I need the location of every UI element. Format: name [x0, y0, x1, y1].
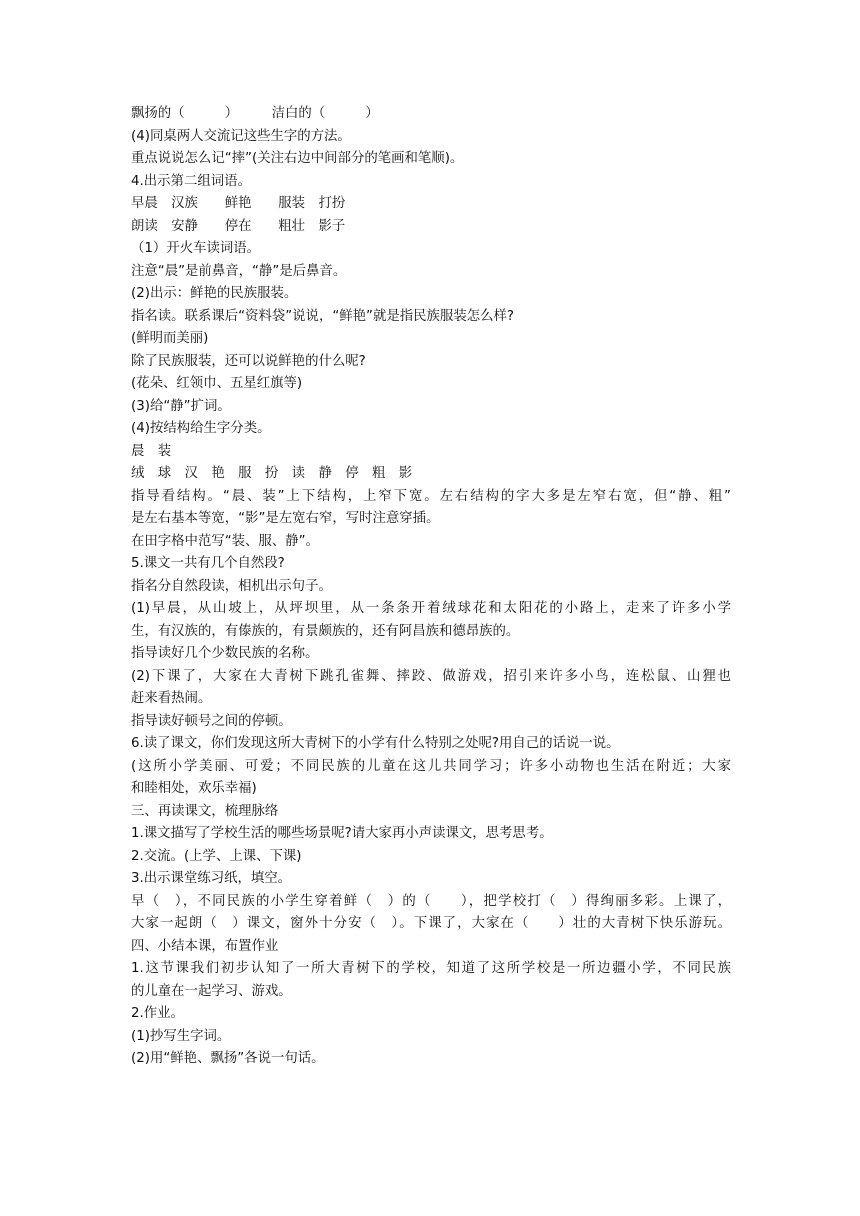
- text-line: 是左右基本等宽，“影”是左宽右窄，写时注意穿插。: [131, 511, 440, 526]
- character-group-line: 晨 装: [131, 443, 172, 459]
- word-list-line: 早晨 汉族 鲜艳 服装 打扮: [131, 196, 346, 211]
- text-line: (2)用“鲜艳、飘扬”各说一句话。: [131, 1051, 325, 1066]
- text-line: 重点说说怎么记“摔”(关注右边中间部分的笔画和笔顺)。: [131, 151, 464, 166]
- text-line: 在田字格中范写“装、服、静”。: [131, 533, 319, 549]
- text-line: (4)同桌两人交流记这些生字的方法。: [131, 128, 351, 144]
- text-line: (2)下课了，大家在大青树下跳孔雀舞、摔跤、做游戏，招引来许多小鸟，连松鼠、山狸也: [131, 668, 731, 684]
- character-group-line: 绒 球 汉 艳 服 扮 读 静 停 粗 影: [131, 466, 413, 481]
- text-line: 赶来看热闹。: [131, 691, 212, 706]
- fill-in-blank-line: 大家一起朗（ ）课文，窗外十分安（ ）。下课了，大家在（ ）壮的大青树下快乐游玩。: [131, 916, 731, 931]
- text-line: 指名分自然段读，相机出示句子。: [131, 578, 332, 594]
- text-line: 1.课文描写了学校生活的哪些场景呢?请大家再小声读课文，思考思考。: [131, 826, 553, 841]
- text-line: (4)按结构给生字分类。: [131, 421, 271, 436]
- word-list-line: 朗读 安静 停在 粗壮 影子: [131, 218, 346, 234]
- text-line: 飘扬的（ ） 洁白的（ ）: [131, 106, 379, 121]
- text-line: 除了民族服装，还可以说鲜艳的什么呢?: [131, 353, 366, 369]
- fill-in-blank-line: 早（ ），不同民族的小学生穿着鲜（ ）的（ ），把学校打（ ）得绚丽多彩。上课了，: [131, 893, 731, 909]
- section-heading: 5.课文一共有几个自然段?: [131, 556, 285, 571]
- text-line: 的儿童在一起学习、游戏。: [131, 983, 292, 999]
- text-line: 3.出示课堂练习纸，填空。: [131, 871, 292, 886]
- text-line: 指名读。联系课后“资料袋”说说，“鲜艳”就是指民族服装怎么样?: [131, 308, 515, 324]
- text-line: 指导读好顿号之间的停顿。: [131, 713, 292, 729]
- text-line: (2)出示：鲜艳的民族服装。: [131, 286, 298, 301]
- text-line: 生，有汉族的，有傣族的，有景颇族的，还有阿昌族和德昂族的。: [131, 623, 520, 639]
- document-page: [131, 103, 731, 1071]
- text-line: 和睦相处，欢乐幸福): [131, 781, 257, 796]
- text-line: 2.作业。: [131, 1006, 184, 1021]
- text-line: (鲜明而美丽): [131, 331, 209, 346]
- text-line: (3)给“静”扩词。: [131, 398, 231, 414]
- text-line: (花朵、红领巾、五星红旗等): [131, 376, 303, 391]
- text-line: (1)抄写生字词。: [131, 1028, 231, 1044]
- text-line: 注意“晨”是前鼻音，“静”是后鼻音。: [131, 263, 347, 279]
- text-line: (这所小学美丽、可爱；不同民族的儿童在这儿共同学习；许多小动物也生活在附近；大家: [131, 758, 731, 774]
- section-heading: 三、再读课文，梳理脉络: [131, 803, 279, 819]
- text-line: (1)早晨，从山坡上，从坪坝里，从一条条开着绒球花和太阳花的小路上，走来了许多小学: [131, 601, 731, 616]
- text-line: 1.这节课我们初步认知了一所大青树下的学校，知道了这所学校是一所边疆小学，不同民族: [131, 961, 731, 976]
- section-heading: 6.读了课文，你们发现这所大青树下的小学有什么特别之处呢?用自己的话说一说。: [131, 736, 620, 751]
- section-heading: 四、小结本课，布置作业: [131, 938, 279, 954]
- text-line: （1）开火车读词语。: [131, 241, 261, 256]
- text-line: 指导读好几个少数民族的名称。: [131, 646, 319, 661]
- section-heading: 4.出示第二组词语。: [131, 173, 251, 189]
- text-line: 2.交流。(上学、上课、下课): [131, 848, 302, 864]
- text-line: 指导看结构。“晨、装”上下结构，上窄下宽。左右结构的字大多是左窄右宽，但“静、粗”: [131, 488, 731, 504]
